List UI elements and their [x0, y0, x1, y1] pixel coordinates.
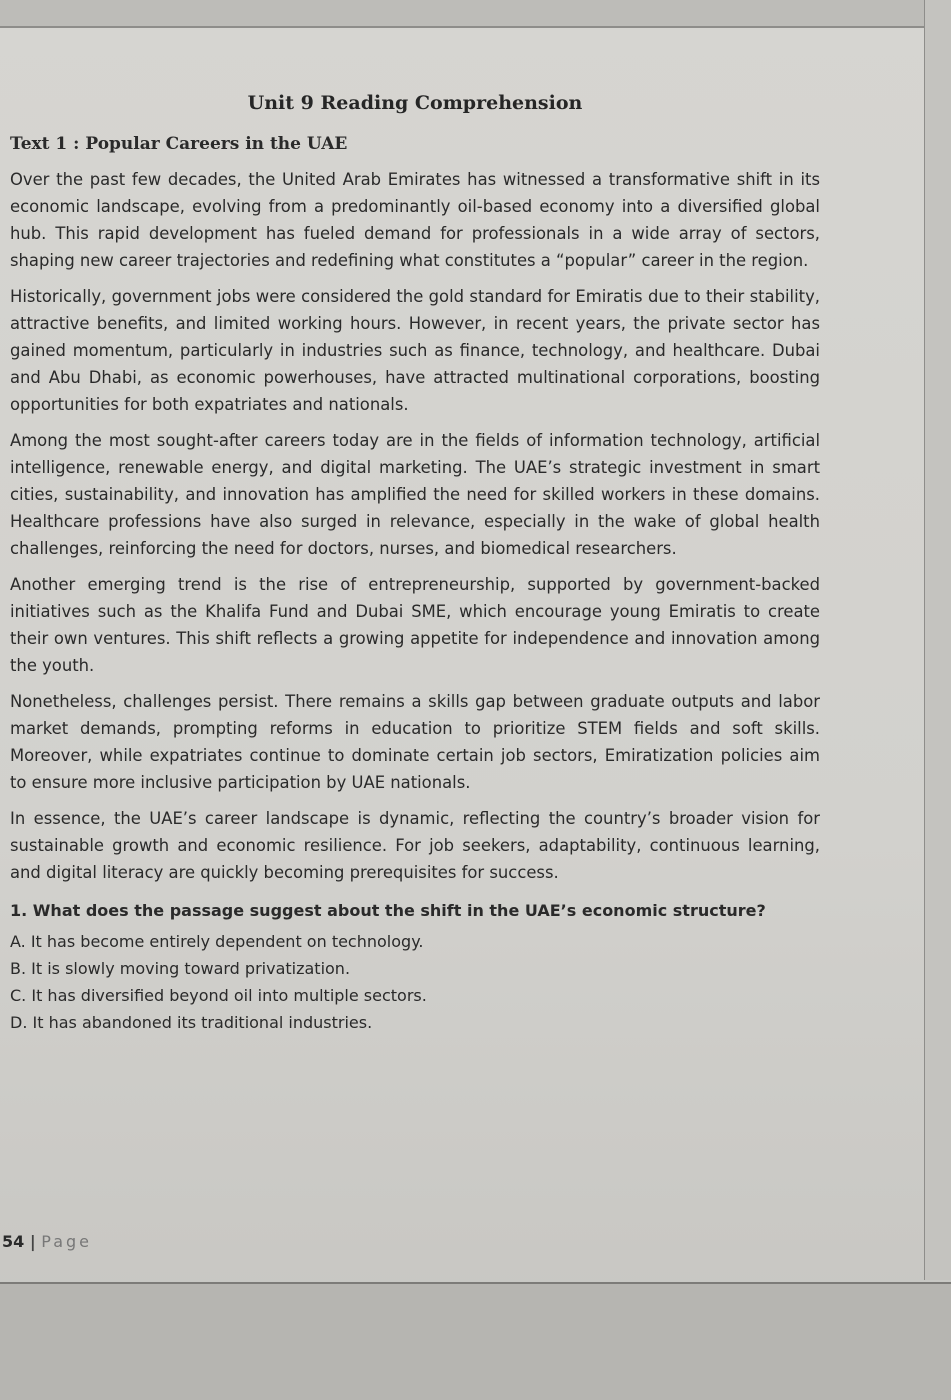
option-c: C. It has diversified beyond oil into multiple sectors.	[10, 986, 427, 1005]
option-d: D. It has abandoned its traditional industries.	[10, 1013, 373, 1032]
page-right-edge	[924, 0, 951, 1280]
page-number: 54	[2, 1232, 25, 1251]
page-footer	[2, 1232, 92, 1251]
page-bottom-edge	[0, 1282, 951, 1400]
paragraph-6: In essence, the UAE’s career landscape is dynamic, reflecting the country’s broader vision for sustainable growth and economic resilience. For job seekers, adaptability, continuous learning, and digital literacy are quickly becoming prerequisites for success.	[10, 809, 820, 882]
option-a: A. It has become entirely dependent on technology.	[10, 932, 424, 951]
page-content	[10, 92, 820, 1036]
paragraph-3: Among the most sought-after careers today are in the fields of information technology, artificial intelligence, renewable energy, and digital marketing. The UAE’s strategic investment in smart cities, sustainability, and innovation has amplified the need for skilled workers in these domains. Healthcare professions have also surged in relevance, especially in the wake of global health challenges, reinforcing the need for doctors, nurses, and biomedical researchers.	[10, 431, 820, 558]
page-label: Page	[41, 1232, 92, 1251]
paragraph-1: Over the past few decades, the United Arab Emirates has witnessed a transformative shift in its economic landscape, evolving from a predominantly oil-based economy into a diversified global hub. This rapid development has fueled demand for professionals in a wide array of sectors, shaping new career trajectories and redefining what constitutes a “popular” career in the region.	[10, 170, 820, 270]
paragraph-2: Historically, government jobs were considered the gold standard for Emiratis due to their stability, attractive benefits, and limited working hours. However, in recent years, the private sector has gained momentum, particularly in industries such as finance, technology, and healthcare. Dubai and Abu Dhabi, as economic powerhouses, have attracted multinational corporations, boosting opportunities for both expatriates and nationals.	[10, 287, 820, 414]
option-b: B. It is slowly moving toward privatization.	[10, 959, 351, 978]
paragraph-5: Nonetheless, challenges persist. There remains a skills gap between graduate outputs and labor market demands, prompting reforms in education to prioritize STEM fields and soft skills. Moreover, while expatriates continue to dominate certain job sectors, Emiratization policies aim to ensure more inclusive participation by UAE nationals.	[10, 692, 820, 792]
question-block	[10, 900, 820, 1036]
question-text: 1. What does the passage suggest about the shift in the UAE’s economic structure?	[10, 901, 766, 920]
footer-separator: |	[29, 1232, 36, 1251]
text-title: Text 1 : Popular Careers in the UAE	[10, 134, 348, 154]
unit-title: Unit 9 Reading Comprehension	[247, 92, 583, 114]
page-top-edge	[0, 0, 951, 28]
paragraph-4: Another emerging trend is the rise of entrepreneurship, supported by government-backed initiatives such as the Khalifa Fund and Dubai SME, which encourage young Emiratis to create their own ventures. This shift reflects a growing appetite for independence and innovation among the youth.	[10, 575, 820, 675]
